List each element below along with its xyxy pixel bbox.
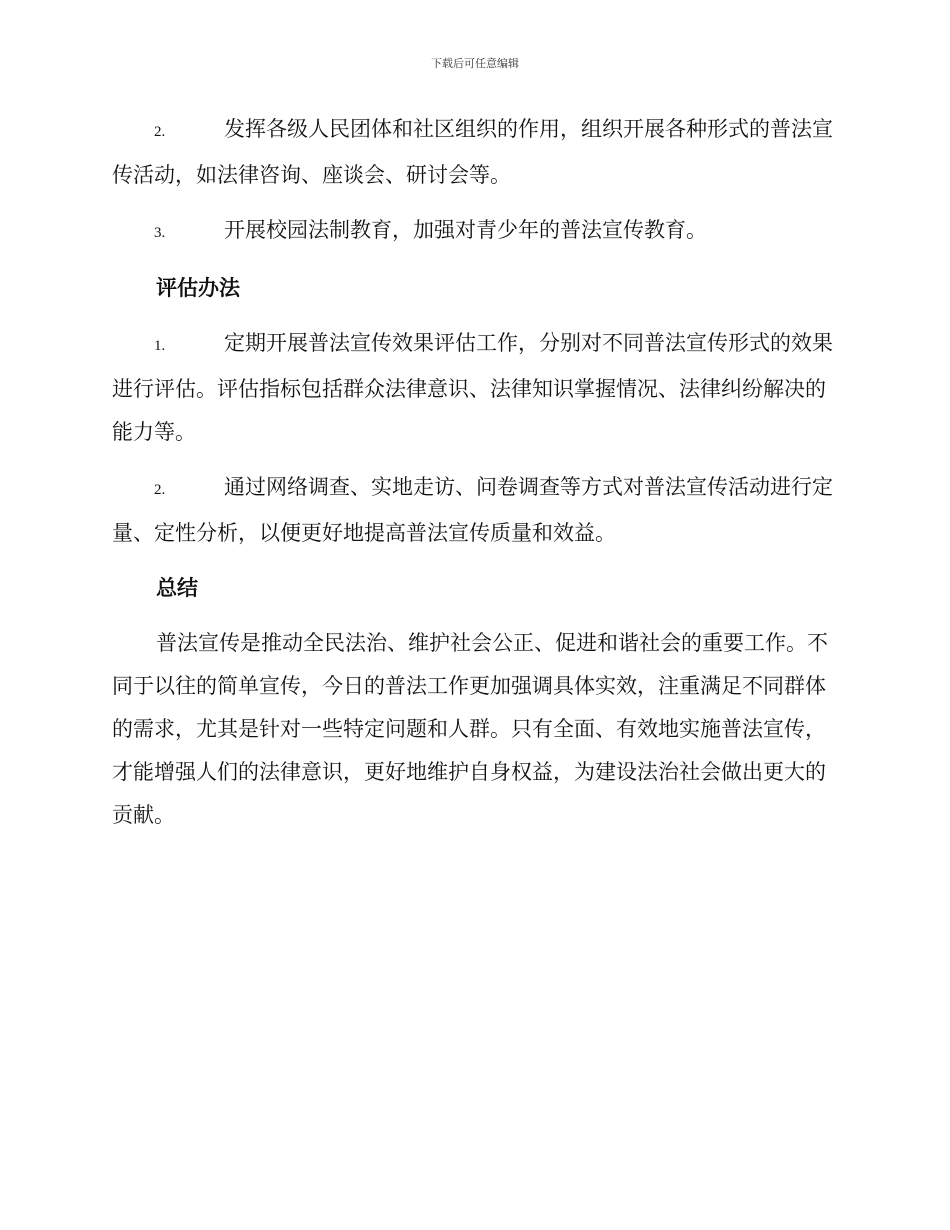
summary-paragraph: 普法宣传是推动全民法治、维护社会公正、促进和谐社会的重要工作。不同于以往的简单宣传，今日的普法工作更加强调具体实效，注重满足不同群体的需求，尤其是针对一些特定问题和人群。只有全面、有效地实施普法宣传，才能增强人们的法律意识，更好地维护自身权益，为建设法治社会做出更大的贡献。	[112, 631, 828, 827]
list-item	[112, 322, 838, 454]
page-header: 下载后可任意编辑	[431, 57, 519, 70]
list-item-text: 通过网络调查、实地走访、问卷调查等方式对普法宣传活动进行定量、定性分析，以便更好地提高普法宣传质量和效益。	[112, 475, 833, 545]
list-item	[112, 209, 838, 255]
list-item	[112, 466, 838, 555]
document-body	[112, 108, 838, 837]
section-heading-evaluation: 评估办法	[156, 276, 240, 300]
list-item-number: 2.	[154, 124, 166, 140]
list-item-text: 定期开展普法宣传效果评估工作，分别对不同普法宣传形式的效果进行评估。评估指标包括群众法律意识、法律知识掌握情况、法律纠纷解决的能力等。	[112, 331, 833, 444]
section-heading-summary: 总结	[156, 576, 198, 600]
list-item-number: 1.	[154, 338, 166, 354]
list-item-text: 发挥各级人民团体和社区组织的作用，组织开展各种形式的普法宣传活动，如法律咨询、座谈会、研讨会等。	[112, 117, 833, 187]
list-item-number: 3.	[154, 225, 166, 241]
list-item-text: 开展校园法制教育，加强对青少年的普法宣传教育。	[224, 218, 707, 242]
list-item	[112, 108, 838, 197]
list-item-number: 2.	[154, 482, 166, 498]
